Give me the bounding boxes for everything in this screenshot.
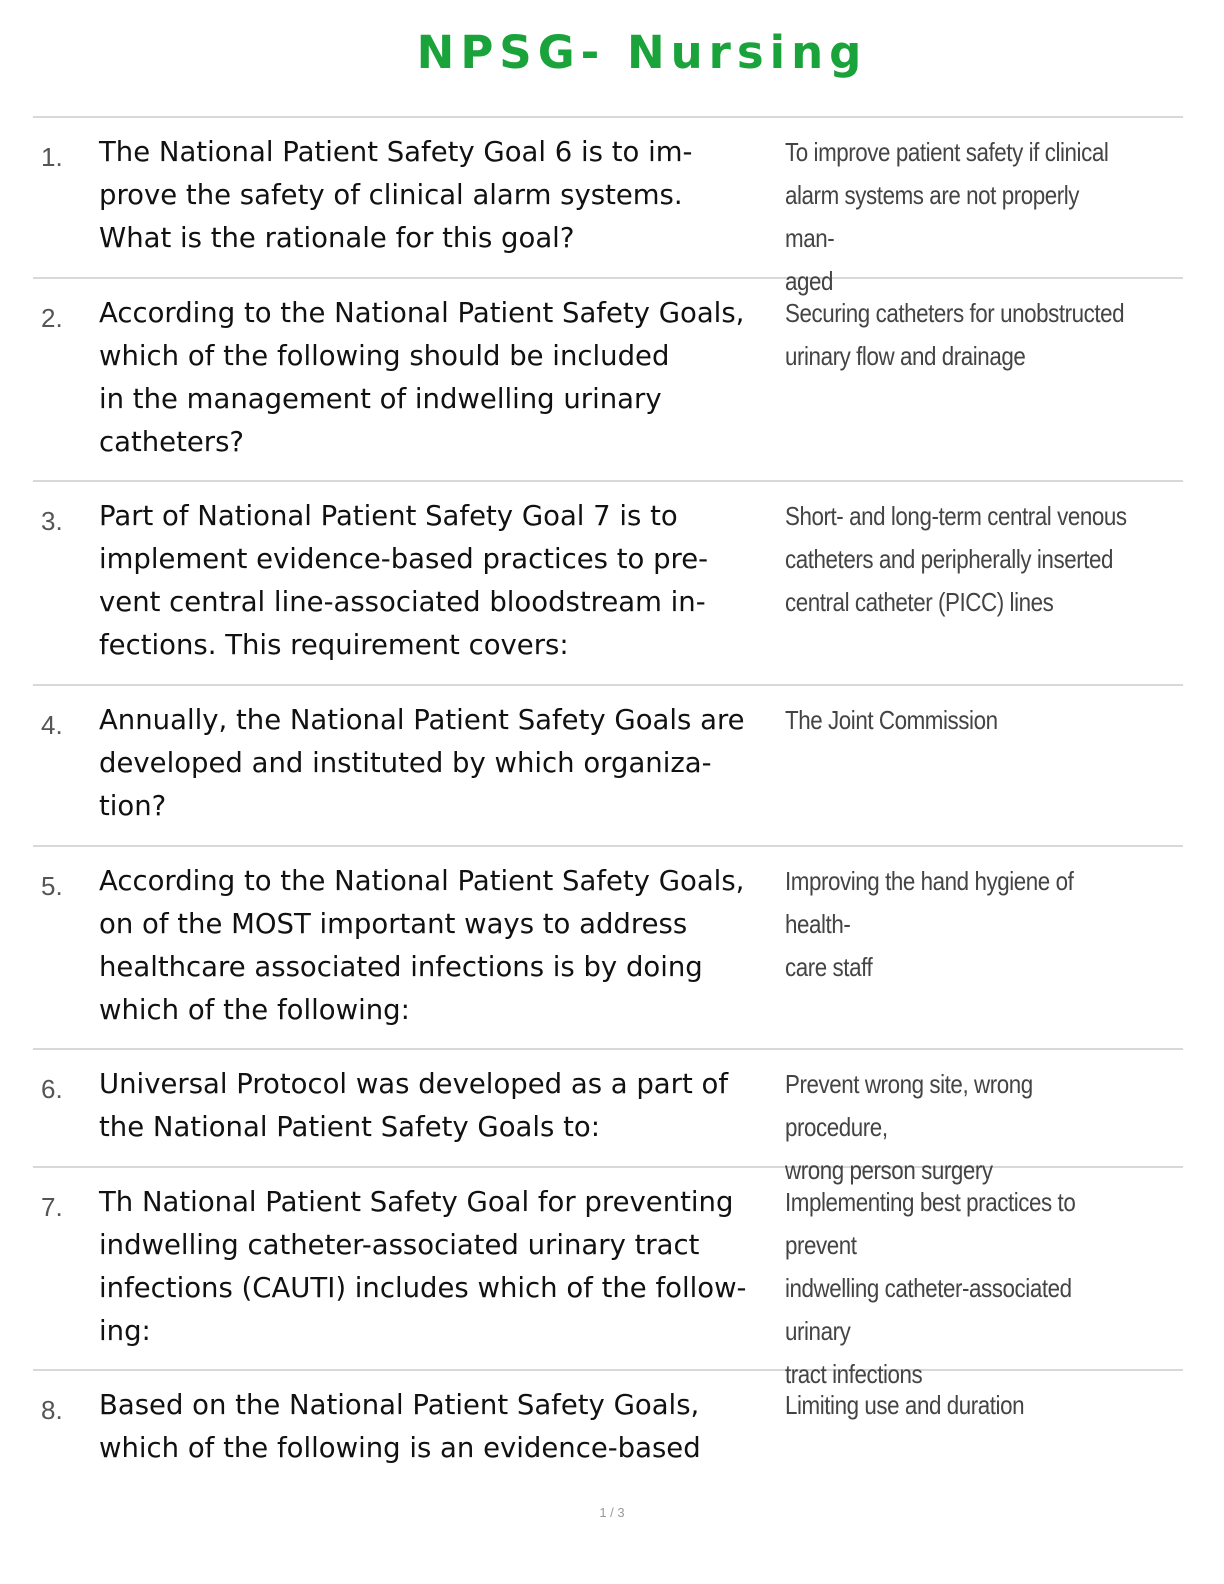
card-question: According to the National Patient Safety Goals, on of the MOST important ways to address healthcare associated infections is by doing which of the following: (99, 865, 745, 1026)
card-number: 1. (41, 142, 63, 172)
page-number: 1 / 3 (599, 1505, 625, 1520)
card-answer: Short- and long-term central venous catheters and peripherally inserted central catheter (PICC) lines (785, 501, 1127, 617)
card-number: 2. (41, 303, 63, 333)
card-answer: To improve patient safety if clinical alarm systems are not properly man- aged (785, 137, 1109, 296)
card-answer: Implementing best practices to prevent indwelling catheter-associated urinary tract infections (785, 1187, 1076, 1389)
card-answer: The Joint Commission (785, 705, 998, 735)
card-question: Part of National Patient Safety Goal 7 is to implement evidence-based practices to pre- vent central line-associated bloodstream in- fections. This requirement covers: (99, 500, 709, 661)
card-number: 8. (41, 1395, 63, 1425)
card-answer: Improving the hand hygiene of health- care staff (785, 866, 1074, 982)
card-answer: Prevent wrong site, wrong procedure, wrong person surgery (785, 1069, 1033, 1185)
page-title: NPSG- Nursing (416, 26, 868, 79)
card-question: The National Patient Safety Goal 6 is to im- prove the safety of clinical alarm systems. What is the rationale for this goal? (99, 136, 693, 254)
flashcard-row (33, 482, 1183, 686)
flashcard-list (33, 116, 1183, 1511)
card-question: Annually, the National Patient Safety Goals are developed and instituted by which organiza- tion? (99, 704, 745, 822)
card-question: According to the National Patient Safety Goals, which of the following should be included in the management of indwelling urinary catheters? (99, 297, 745, 458)
flashcard-row (33, 1168, 1183, 1389)
card-question: Based on the National Patient Safety Goals, which of the following is an evidence-based (99, 1389, 701, 1464)
flashcard-row (33, 279, 1183, 482)
card-answer: Limiting use and duration (785, 1390, 1025, 1420)
card-number: 4. (41, 710, 63, 740)
card-answer: Securing catheters for unobstructed urinary flow and drainage (785, 298, 1125, 371)
flashcard-row (33, 686, 1183, 847)
card-question: Th National Patient Safety Goal for preventing indwelling catheter-associated urinary tract infections (CAUTI) includes which of the follow- ing: (99, 1186, 747, 1347)
card-number: 7. (41, 1192, 63, 1222)
flashcard-row (33, 1371, 1183, 1511)
card-number: 6. (41, 1074, 63, 1104)
card-question: Universal Protocol was developed as a part of the National Patient Safety Goals to: (99, 1068, 728, 1143)
flashcard-row (33, 847, 1183, 1050)
card-number: 3. (41, 506, 63, 536)
flashcard-row (33, 1050, 1183, 1185)
flashcard-row (33, 118, 1183, 296)
card-number: 5. (41, 871, 63, 901)
